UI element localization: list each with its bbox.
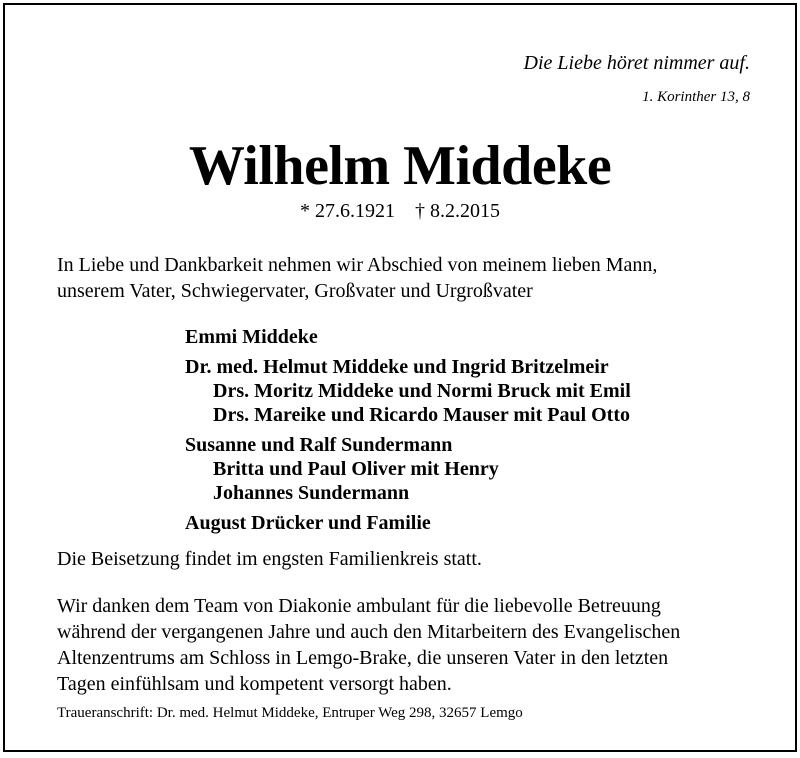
mourner-group [185,433,631,505]
mourner-member: Drs. Mareike und Ricardo Mauser mit Paul Otto [213,404,631,426]
mourning-address: Traueranschrift: Dr. med. Helmut Middeke, Entruper Weg 298, 32657 Lemgo [57,705,523,721]
intro-line: In Liebe und Dankbarkeit nehmen wir Abschied von meinem lieben Mann, [57,254,658,276]
thanks-line: während der vergangenen Jahre und auch den Mitarbeitern des Evangelischen [57,621,681,643]
mourners-list [185,325,631,541]
mourner-group [185,325,631,349]
mourner-member: Drs. Moritz Middeke und Normi Bruck mit Emil [213,380,631,402]
life-dates: * 27.6.1921 † 8.2.2015 [300,200,500,222]
mourner-head: Emmi Middeke [185,326,318,348]
obituary-notice [3,3,797,752]
mourner-group [185,511,631,535]
burial-note: Die Beisetzung findet im engsten Familienkreis statt. [57,548,482,570]
thanks-line: Altenzentrums am Schloss in Lemgo-Brake, die unseren Vater in den letzten [57,647,669,669]
thanks-text [57,593,751,697]
mourner-head: Dr. med. Helmut Middeke und Ingrid Britzelmeir [185,356,609,378]
intro-line: unserem Vater, Schwiegervater, Großvater und Urgroßvater [57,280,533,302]
mourner-head: Susanne und Ralf Sundermann [185,434,453,456]
mourner-member: Britta und Paul Oliver mit Henry [213,458,499,480]
deceased-name: Wilhelm Middeke [188,135,612,197]
mourner-head: August Drücker und Familie [185,512,431,534]
bible-reference: 1. Korinther 13, 8 [642,89,750,105]
mourner-group [185,355,631,427]
mourner-member: Johannes Sundermann [213,482,410,504]
bible-quote: Die Liebe höret nimmer auf. [523,52,750,74]
thanks-line: Wir danken dem Team von Diakonie ambulant für die liebevolle Betreuung [57,595,661,617]
thanks-line: Tagen einfühlsam und kompetent versorgt haben. [57,673,452,695]
intro-text [57,252,751,304]
